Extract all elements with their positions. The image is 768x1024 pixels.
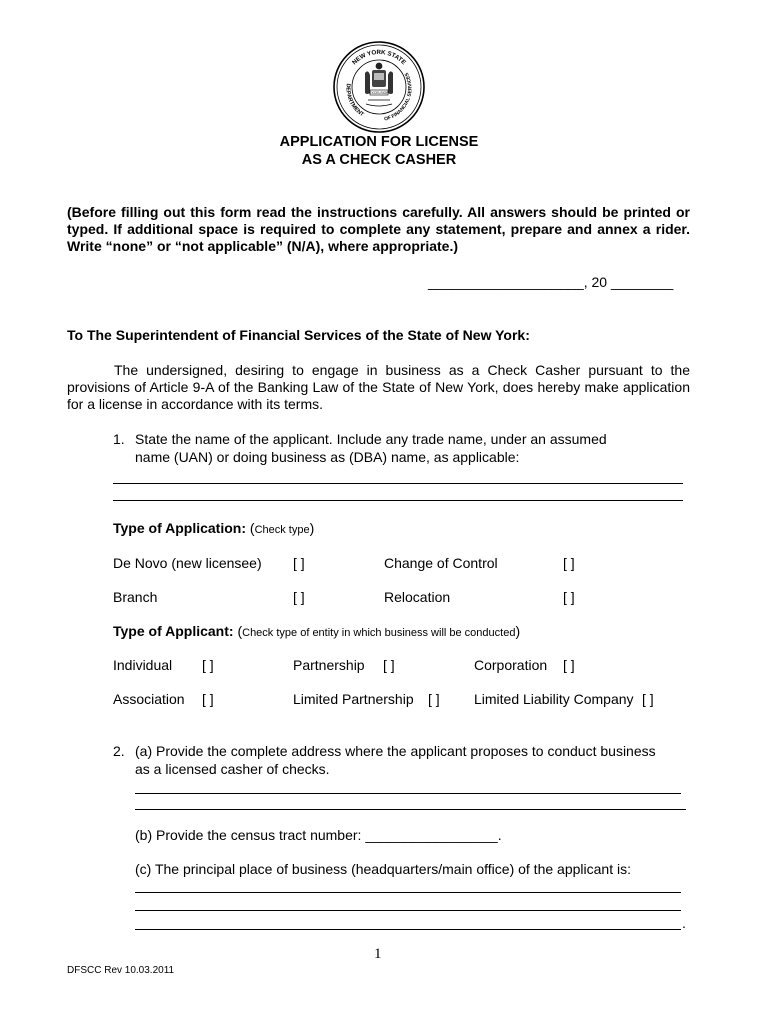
option-change-of-control-checkbox[interactable]: [ ] <box>563 555 575 571</box>
item2a-line1: (a) Provide the complete address where the applicant proposes to conduct business <box>135 743 656 759</box>
option-partnership-label: Partnership <box>293 657 365 673</box>
nys-dfs-seal <box>332 40 426 134</box>
principal-place-period: . <box>682 915 686 931</box>
type-of-application-label: Type of Application: <box>113 520 246 536</box>
option-partnership-checkbox[interactable]: [ ] <box>383 657 395 673</box>
type-of-application-heading <box>113 520 314 536</box>
form-title-line2: AS A CHECK CASHER <box>301 152 457 168</box>
option-de-novo-checkbox[interactable]: [ ] <box>293 555 305 571</box>
type-of-application-paren-open: ( <box>249 520 255 536</box>
option-limited-partnership-label: Limited Partnership <box>293 691 414 707</box>
option-limited-partnership-checkbox[interactable]: [ ] <box>428 691 440 707</box>
option-de-novo-label: De Novo (new licensee) <box>113 555 262 571</box>
option-llc-checkbox[interactable]: [ ] <box>642 691 654 707</box>
type-of-application-hint: Check type <box>254 524 310 536</box>
business-address-line-1[interactable] <box>135 793 681 794</box>
coat-of-arms-icon <box>365 63 393 106</box>
item1-line1: State the name of the applicant. Include any trade name, under an assumed <box>135 431 607 447</box>
applicant-name-line-2[interactable] <box>113 500 683 501</box>
item1-number: 1. <box>113 431 125 447</box>
type-of-applicant-label: Type of Applicant: <box>113 623 234 639</box>
seal-icon <box>332 40 426 134</box>
form-title-line1: APPLICATION FOR LICENSE <box>279 134 479 150</box>
option-corporation-checkbox[interactable]: [ ] <box>563 657 575 673</box>
principal-place-line-1[interactable] <box>135 892 681 893</box>
item1-line2: name (UAN) or doing business as (DBA) name, as applicable: <box>135 449 520 465</box>
business-address-line-2[interactable] <box>135 809 686 810</box>
option-llc-label: Limited Liability Company <box>474 691 634 707</box>
type-of-application-paren-close: ) <box>309 520 315 536</box>
instructions-text: (Before filling out this form read the instructions carefully. All answers should be printed or typed. If additional space is required to complete any statement, prepare and annex a rider. Write “none” or “not applicable” (N/A), where appropriate.) <box>67 204 690 254</box>
principal-place-line-2[interactable] <box>135 910 681 911</box>
seal-right-text: OF FINANCIAL SERVICES <box>383 71 414 123</box>
item2c-principal-place: (c) The principal place of business (headquarters/main office) of the applicant is: <box>135 861 631 877</box>
option-branch-checkbox[interactable]: [ ] <box>293 589 305 605</box>
form-revision-footer: DFSCC Rev 10.03.2011 <box>67 965 175 976</box>
type-of-applicant-paren-open: ( <box>237 623 243 639</box>
seal-top-text: NEW YORK STATE <box>350 48 408 67</box>
item2-number: 2. <box>113 743 125 759</box>
option-association-label: Association <box>113 691 185 707</box>
option-relocation-label: Relocation <box>384 589 451 605</box>
option-corporation-label: Corporation <box>474 657 548 673</box>
type-of-applicant-paren-close: ) <box>515 623 521 639</box>
option-change-of-control-label: Change of Control <box>384 555 498 571</box>
option-individual-checkbox[interactable]: [ ] <box>202 657 214 673</box>
salutation: To The Superintendent of Financial Services of the State of New York: <box>67 327 530 343</box>
type-of-applicant-hint: Check type of entity in which business will be conducted <box>242 627 516 639</box>
option-branch-label: Branch <box>113 589 158 605</box>
option-association-checkbox[interactable]: [ ] <box>202 691 214 707</box>
item2b-census-tract[interactable]: (b) Provide the census tract number: _________________. <box>135 827 502 843</box>
seal-left-text: DEPARTMENT <box>344 83 365 119</box>
page-number: 1 <box>374 946 382 962</box>
item2a-line2: as a licensed casher of checks. <box>135 761 330 777</box>
date-field[interactable]: ____________________, 20 ________ <box>428 274 674 290</box>
option-relocation-checkbox[interactable]: [ ] <box>563 589 575 605</box>
seal-motto: EXCELSIOR <box>369 91 389 95</box>
opening-paragraph: The undersigned, desiring to engage in business as a Check Casher pursuant to the provisions of Article 9-A of the Banking Law of the State of New York, does hereby make application for a license in accordance with its terms. <box>67 362 690 412</box>
type-of-applicant-heading <box>113 623 520 639</box>
principal-place-line-3[interactable] <box>135 929 681 930</box>
applicant-name-line-1[interactable] <box>113 483 683 484</box>
svg-text:DEPARTMENT <box>344 83 365 118</box>
option-individual-label: Individual <box>113 657 173 673</box>
